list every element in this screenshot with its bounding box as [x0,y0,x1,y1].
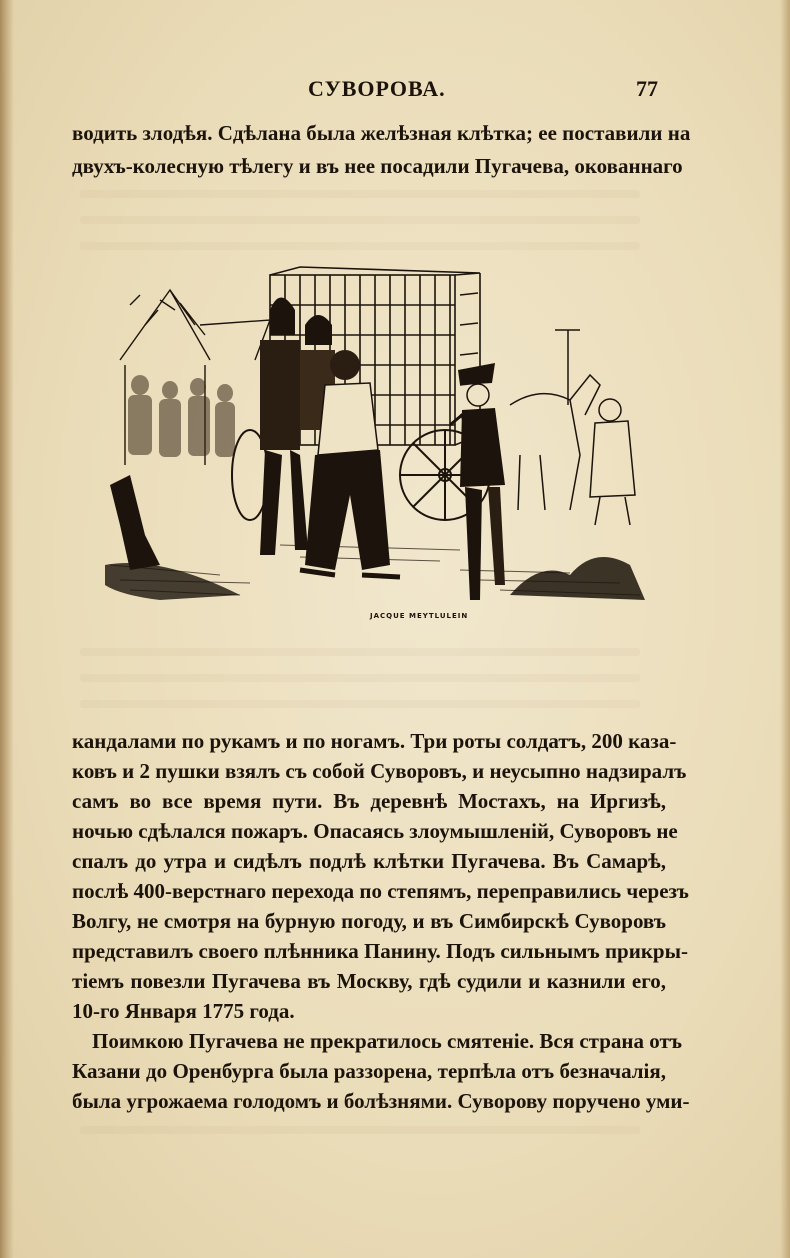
paragraph-first-line: Поимкою Пугачева не прекратилось смятеніе. Вся страна отъ [92,1029,683,1053]
text-line: ковъ и 2 пушки взялъ съ собой Суворовъ, и неусыпно надзиралъ [72,759,687,783]
text-line: 10-го Января 1775 года. [72,999,295,1023]
bleed-through-line [80,242,640,250]
tree-stump [105,475,240,600]
page-binding-shadow [0,0,14,1258]
bleed-through-line [80,1126,640,1134]
officer-figure [450,363,505,600]
text-line: была угрожаема голодомъ и болѣзнями. Суворову поручено уми- [72,1089,690,1113]
running-head [0,72,790,106]
text-line: самъ во все время пути. Въ деревнѣ Мостахъ, на Иргизѣ, [72,789,666,813]
text-line: двухъ-колесную тѣлегу и въ нее посадили Пугачева, окованнаго [72,154,683,178]
text-line: кандалами по рукамъ и по ногамъ. Три роты солдатъ, 200 каза- [72,729,677,753]
page-number: 77 [636,76,658,101]
engraving-illustration [100,265,650,625]
bleed-through-line [80,700,640,708]
engraver-signature: JACQUE MEYTLULEIN [370,612,469,620]
text-line: представилъ своего плѣнника Панину. Подъ сильнымъ прикры- [72,939,688,963]
running-title: СУВОРОВА. [308,76,446,101]
text-line: тіемъ повезли Пугачева въ Москву, гдѣ судили и казнили его, [72,969,666,993]
text-line: послѣ 400-верстнаго перехода по степямъ, переправились черезъ [72,879,689,903]
bleed-through-line [80,190,640,198]
text-line: водить злодѣя. Сдѣлана была желѣзная клѣтка; ее поставили на [72,121,691,145]
bleed-through-line [80,674,640,682]
text-line: ночью сдѣлался пожаръ. Опасаясь злоумышленій, Суворовъ не [72,819,678,843]
text-line: спалъ до утра и сидѣлъ подлѣ клѣтки Пугачева. Въ Самарѣ, [72,849,666,873]
text-line: Казани до Оренбурга была раззорена, терпѣла отъ безначалія, [72,1059,666,1083]
crowd-figures [128,375,235,457]
bleed-through-line [80,216,640,224]
horse-and-peasant [510,330,635,525]
foreground-shrub [510,557,645,600]
page-edge-shadow [780,0,790,1258]
bleed-through-line [80,648,640,656]
text-line: Волгу, не смотря на бурную погоду, и въ Симбирскѣ Суворовъ [72,909,666,933]
